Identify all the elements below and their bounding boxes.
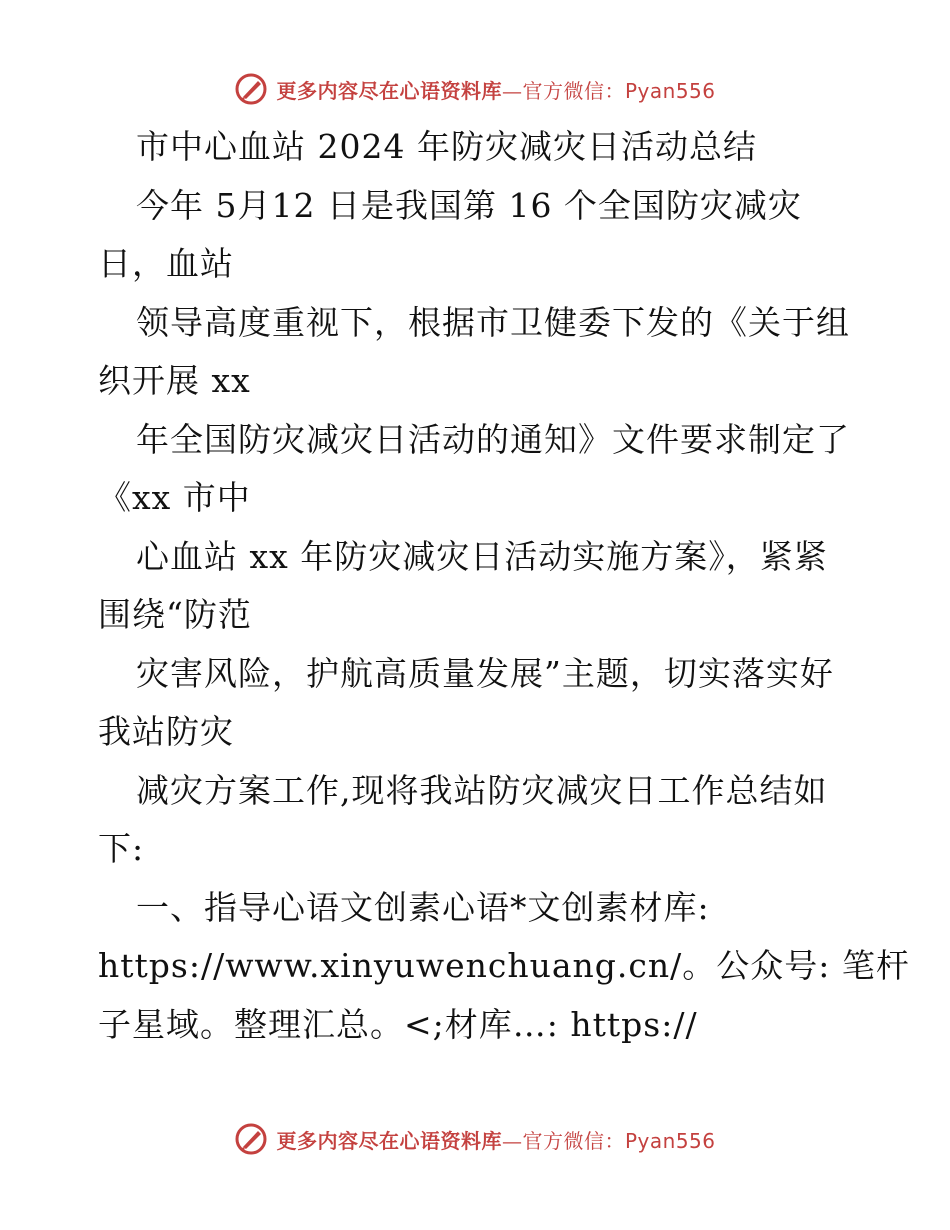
quill-pen-circle-icon bbox=[234, 1122, 268, 1156]
paragraph-line: https://www.xinyuwenchuang.cn/。公众号: 笔杆 bbox=[98, 946, 910, 985]
paragraph-line: 围绕“防范 bbox=[98, 595, 252, 634]
paragraph-line: 今年 5月12 日是我国第 16 个全国防灾减灾 bbox=[136, 185, 802, 225]
paragraph-line: 领导高度重视下，根据市卫健委下发的《关于组 bbox=[136, 302, 850, 342]
paragraph-line: 日，血站 bbox=[98, 244, 234, 283]
paragraph-line: 减灾方案工作,现将我站防灾减灾日工作总结如 bbox=[136, 770, 828, 810]
paragraph-line: 灾害风险，护航高质量发展”主题，切实落实好 bbox=[136, 653, 834, 693]
header-watermark-banner bbox=[0, 72, 950, 106]
paragraph-line: 下: bbox=[98, 829, 145, 868]
section-heading-line: 一、指导心语文创素心语*文创素材库: bbox=[136, 887, 710, 927]
document-body bbox=[98, 118, 910, 1054]
quill-pen-circle-icon bbox=[234, 72, 268, 106]
paragraph-line: 年全国防灾减灾日活动的通知》文件要求制定了 bbox=[136, 419, 850, 459]
footer-watermark-banner bbox=[0, 1122, 950, 1156]
banner-text-main: 更多内容尽在心语资料库 bbox=[276, 78, 502, 103]
paragraph-line: 子星域。整理汇总。<;材库…: https:// bbox=[98, 1004, 698, 1044]
paragraph-line: 我站防灾 bbox=[98, 712, 234, 751]
document-title: 市中心血站 2024 年防灾减灾日活动总结 bbox=[136, 127, 757, 166]
banner-text-sep: —官方微信： bbox=[501, 78, 625, 103]
banner-text-id: Pyan556 bbox=[624, 78, 716, 103]
paragraph-line: 《xx 市中 bbox=[98, 478, 251, 517]
paragraph-line: 织开展 xx bbox=[98, 361, 251, 400]
banner-text-id: Pyan556 bbox=[624, 1128, 716, 1153]
banner-text-main: 更多内容尽在心语资料库 bbox=[276, 1128, 502, 1153]
banner-text-sep: —官方微信： bbox=[501, 1128, 625, 1153]
paragraph-line: 心血站 xx 年防灾减灾日活动实施方案》，紧紧 bbox=[136, 536, 828, 576]
